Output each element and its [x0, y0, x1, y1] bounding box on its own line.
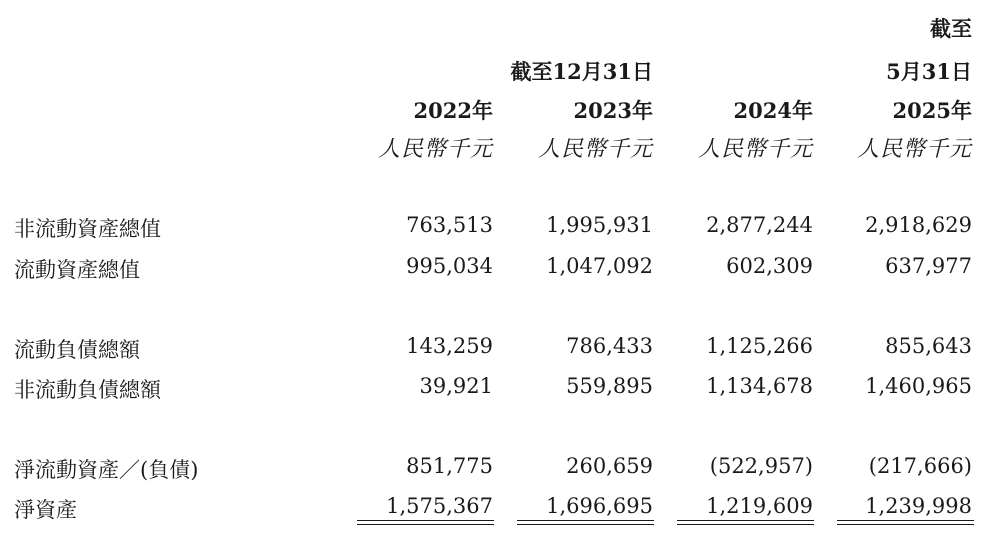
table-cell: 260,659 — [566, 454, 653, 478]
table-cell: 763,513 — [406, 213, 493, 237]
row-label-net-current-assets: 淨流動資產／(負債) — [14, 458, 199, 482]
header-unit-2025: 人民幣千元 — [856, 137, 972, 162]
table-cell: 1,575,367 — [386, 494, 493, 518]
row-label-non-current-liabilities: 非流動負債總額 — [14, 378, 161, 402]
table-cell: 1,125,266 — [706, 334, 813, 358]
double-underline — [517, 520, 654, 525]
double-underline — [837, 520, 974, 525]
header-unit-2024: 人民幣千元 — [697, 137, 813, 162]
header-unit-2022: 人民幣千元 — [377, 137, 493, 162]
double-underline — [357, 520, 494, 525]
table-cell: 143,259 — [406, 334, 493, 358]
header-as-at-5-31: 5月31日 — [886, 59, 972, 84]
table-cell: 1,219,609 — [706, 494, 813, 518]
table-cell: 1,460,965 — [865, 374, 972, 398]
table-cell: 602,309 — [726, 254, 813, 278]
table-cell: 1,696,695 — [546, 494, 653, 518]
table-cell: 39,921 — [419, 374, 493, 398]
double-underline — [677, 520, 814, 525]
row-label-current-liabilities: 流動負債總額 — [14, 338, 140, 362]
header-year-2024: 2024年 — [733, 98, 813, 123]
table-cell: 2,918,629 — [865, 213, 972, 237]
header-year-2023: 2023年 — [573, 98, 653, 123]
header-year-2022: 2022年 — [413, 98, 493, 123]
row-label-current-assets: 流動資產總值 — [14, 258, 140, 282]
table-cell: 1,239,998 — [865, 494, 972, 518]
table-cell: 637,977 — [885, 254, 972, 278]
table-cell: 786,433 — [566, 334, 653, 358]
table-cell: 1,995,931 — [546, 213, 653, 237]
table-cell: 2,877,244 — [706, 213, 813, 237]
table-cell: (217,666) — [868, 454, 972, 478]
header-as-at-top: 截至 — [930, 16, 972, 41]
row-label-non-current-assets: 非流動資產總值 — [14, 217, 161, 241]
table-cell: 855,643 — [885, 334, 972, 358]
row-label-net-assets: 淨資產 — [14, 498, 77, 522]
header-unit-2023: 人民幣千元 — [537, 137, 653, 162]
header-as-at-12-31: 截至12月31日 — [510, 59, 653, 84]
table-cell: 1,047,092 — [546, 254, 653, 278]
header-year-2025: 2025年 — [892, 98, 972, 123]
table-cell: 995,034 — [406, 254, 493, 278]
table-cell: 851,775 — [406, 454, 493, 478]
table-cell: 1,134,678 — [706, 374, 813, 398]
table-cell: 559,895 — [566, 374, 653, 398]
table-cell: (522,957) — [709, 454, 813, 478]
